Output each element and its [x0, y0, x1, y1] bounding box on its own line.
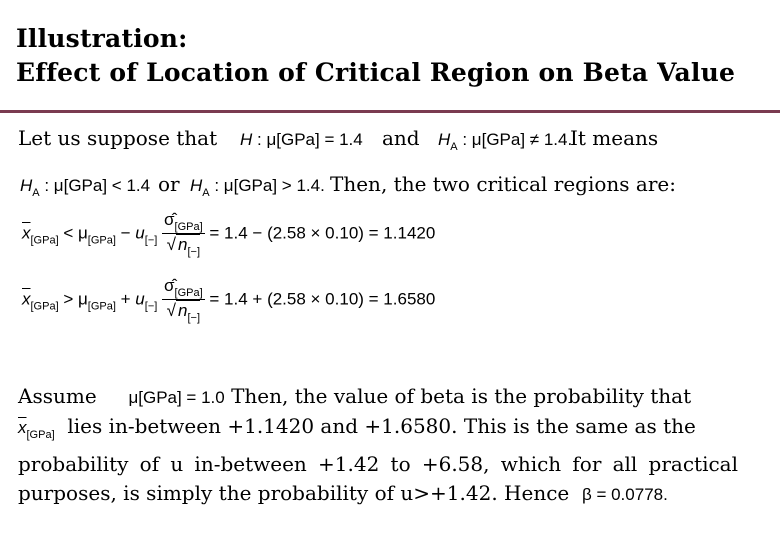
null-hypothesis: H : μ[GPa] = 1.4: [240, 130, 363, 149]
xbar-symbol: $\overline{x}_{[GPa]}$: [18, 418, 55, 441]
lead-text: Let us suppose that: [18, 126, 218, 150]
lower-fraction: $\frac{\sigmâ_{[GPa]}}{√ n_{[-]}}$: [164, 210, 203, 258]
para-line-2-rest: lies in-between +1.1420 and +1.6580. This is the same as the: [67, 414, 696, 438]
para-line-1-rest: Then, the value of beta is the probability that: [231, 384, 692, 408]
assume-text: Assume: [18, 384, 97, 408]
title-line-1: Illustration:: [16, 24, 188, 53]
assume-value: μ[GPa] = 1.0: [128, 388, 225, 407]
upper-fraction: $\frac{\sigmâ_{[GPa]}}{√ n_{[-]}}$: [164, 276, 203, 324]
alt-hypothesis-lt-expr: : μ[GPa] < 1.4: [44, 176, 151, 195]
title-line-2: Effect of Location of Critical Region on Beta Value: [16, 58, 736, 87]
para-line-4: [18, 479, 738, 509]
alt-hypothesis-gt-expr: : μ[GPa] > 1.4.: [214, 176, 325, 195]
alt-hypothesis-lt: $H_A$ : μ[GPa] < 1.4: [20, 176, 151, 199]
and-text: and: [382, 126, 420, 150]
lower-region-result: = 1.4 − (2.58 × 0.10) = 1.1420: [209, 223, 436, 243]
lower-critical-region: $\overline{x}_{[GPa]} < \mu_{[GPa]} - u_{[-]}$ $\frac{\sigmâ_{[GPa]}}{√ n_{[-]}}$ = 1.4 − (2.58 × 0.10) = 1.1420: [22, 210, 436, 258]
it-means-text: It means: [570, 126, 659, 150]
then-regions-text: Then, the two critical regions are:: [330, 172, 676, 196]
upper-critical-region: $\overline{x}_{[GPa]} > \mu_{[GPa]} + u_{[-]}$ $\frac{\sigmâ_{[GPa]}}{√ n_{[-]}}$ = 1.4 + (2.58 × 0.10) = 1.6580: [22, 276, 436, 324]
para-line-2: [18, 412, 738, 450]
or-text: or: [158, 172, 180, 196]
title-divider: [0, 110, 780, 113]
null-hypothesis-expr: : μ[GPa] = 1.4: [257, 130, 363, 149]
alt-hypothesis-ne: $H_A$ : μ[GPa] ≠ 1.4.: [438, 130, 573, 153]
upper-region-result: = 1.4 + (2.58 × 0.10) = 1.6580: [209, 289, 436, 309]
alt-hypothesis-gt: $H_A$ : μ[GPa] > 1.4.: [190, 176, 325, 199]
para-line-4-text: purposes, is simply the probability of u>+1.42. Hence: [18, 481, 570, 505]
para-line-1: [18, 382, 738, 412]
explanation-paragraph: [18, 382, 738, 509]
beta-value: β = 0.0778.: [581, 485, 668, 504]
slide-title: [16, 22, 735, 90]
para-line-3: probability of u in-between +1.42 to +6.58, which for all practical: [18, 452, 738, 476]
alt-hypothesis-ne-expr: : μ[GPa] ≠ 1.4.: [462, 130, 573, 149]
